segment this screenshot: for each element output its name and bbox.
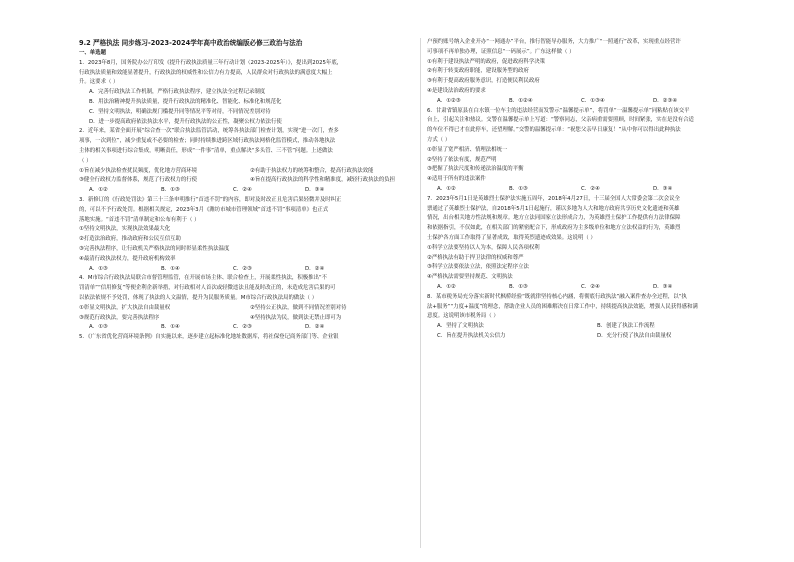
q7-choice-d: D．③④ xyxy=(653,283,673,290)
q7-stem-line: 和依据指引，不仅如此，在相关部门的紧密配合下，形成政府为主多级单位和地方立法权益的行为，英雄烈 xyxy=(427,225,681,232)
q4-stem-line: 罚清单”“信用修复”等便企利企新举措，对行政相对人首次或轻微违法且能及时改正的，未造成危害后果的可 xyxy=(79,285,336,292)
q5-statement-2: ②有利于转变政府职能，建设服务型的政府 xyxy=(427,68,529,75)
question-5 xyxy=(79,333,421,343)
q3-choice-c: C．②③ xyxy=(233,265,252,272)
q5-choices xyxy=(427,97,769,107)
q5-stem-line: 可事项不再单独办理，证照信息“一码展示”。广东这样做（ ） xyxy=(427,48,575,55)
q2-statement-2: ②有助于执法权力的统筹和整合，提高行政执法效能 xyxy=(250,167,374,174)
q8-choices-row xyxy=(427,322,769,332)
q3-statement-4: ④最清行政执法权力，提升政府机构效率 xyxy=(79,255,176,262)
q4-statement-4: ④坚持执法为民，做到法无禁止即可为 xyxy=(250,314,342,321)
q4-stem-line: 4．M市综合行政执法局联合市督管理监管，在开展市场主体、联合检查上，开展柔性执法，积极推出“不 xyxy=(79,275,328,282)
q3-stem-line: 的，可以不予行政处罚。根据相关规定，2023年3月《潍坊市城市管理领域“首违不罚”事项清单》也正式 xyxy=(79,206,329,213)
q5-stem-line: 户预约账号纳入企业开办“一网通办”平台，推行智能导办服务，大力推广“一照通行”改革，实现重点经营许 xyxy=(427,39,681,45)
q1-option-d: D．进一步提高政府依法执法水平，提升行政执法的公正性，凝聚公权力依法行使 xyxy=(89,118,282,125)
q3-choice-b: B．①④ xyxy=(161,265,180,272)
q2-choice-c: C．②④ xyxy=(233,187,252,194)
q3-statement-2: ②打造法治政府，推动政府和公民互信互助 xyxy=(79,236,181,243)
q2-statement-1: ①旨在减少执法检查扰民频度，优化地方营商环境 xyxy=(79,167,198,174)
q4-choices xyxy=(79,323,421,333)
q5-choice-d: D．②③④ xyxy=(653,97,678,104)
q3-statement-3: ③完善执法程序，让行政机关严格执法的同时彰显柔性执法温度 xyxy=(79,245,230,252)
q3-choice-d: D．②④ xyxy=(305,265,325,272)
q6-choices xyxy=(427,185,769,195)
q2-statements-row xyxy=(79,176,421,186)
q2-choice-a: A．①② xyxy=(89,187,108,194)
question-4 xyxy=(79,274,421,333)
q4-statements-row xyxy=(79,304,421,314)
q7-statement-3: ③科学立法要依法立法，依照法定程序立法 xyxy=(427,264,529,271)
q4-choice-d: D．②④ xyxy=(305,324,325,331)
q8-choice-c: C．旨在提升执法机关公信力 xyxy=(437,332,506,339)
q8-choice-a: A．坚持了文明执法 xyxy=(437,323,484,330)
q7-choice-b: B．①③ xyxy=(509,283,528,290)
q2-statements-row xyxy=(79,167,421,177)
q6-stem-line: 方式（ ） xyxy=(427,136,451,143)
q7-choices xyxy=(427,283,769,293)
q8-choices-row xyxy=(427,332,769,342)
q8-stem-line: 法+服务”“力度+温度”的理念，帮助企业人员的困难解决在日常工作中，持续提高执法效能，增强人民获得感和满 xyxy=(427,303,698,310)
q8-stem-line: 意度。这说明该市税务局（ ） xyxy=(427,313,499,320)
left-column xyxy=(79,38,421,343)
q2-statement-3: ③健全行政权力监督体系，规范了行政权力的行使 xyxy=(79,177,198,184)
q3-statement-1: ①坚持文明执法，实现执法效果最大化 xyxy=(79,226,171,233)
q4-choice-a: A．①③ xyxy=(89,324,108,331)
q3-stem-line: 落地实施。“首违不罚”清单制定和公布有利于（ ） xyxy=(79,216,200,223)
q7-stem-line: 7．2023年5月1日是英雄烈士保护法实施五周年，2018年4月27日，十三届全国人大常委会第二次会议全 xyxy=(427,195,680,202)
question-8 xyxy=(427,293,769,342)
q5-stem-line: 5．《广东省优化营商环境条例》自实施以来，逐步建立起标准化地址数据库，将社保登记商务部门等、企业银 xyxy=(79,334,339,341)
q2-stem-line: 项事，一次到位”，减少重复或不必要的检查；同时持续推进跨区域行政执法网格化监管模式，推动各地执法 xyxy=(79,138,336,145)
question-5-continued xyxy=(427,38,769,107)
q8-choice-b: B．创建了执法工作流程 xyxy=(597,323,655,330)
q1-option-a: A．完善行政执法工作机制，严格行政执法程序，建立执法全过程记录制度 xyxy=(89,89,266,96)
q4-stem-line: 以依法依规不予处罚，体现了执法的人文温情，提升为民服务质量。M市综合行政执法局的做法（ ） xyxy=(79,294,318,301)
section-heading: 一、单选题 xyxy=(79,50,106,56)
q6-stem-line: 6．甘肃省镇原县在白水镇一位车主的违法经营而发警示“温馨提示单”，将罚单“一温馨提示单”同粘贴在该交平 xyxy=(427,107,690,114)
q7-statement-4: ④严格执法需要坚持规范、文明执法 xyxy=(427,274,513,281)
q6-stem-line: 台上，引起关注和热议。交警在温馨提示单上写道：“警察同志，父亲病重需要照顾，时间紧张，实在是没有合适 xyxy=(427,117,694,124)
question-7 xyxy=(427,195,769,293)
q2-stem-line: 2．近年来，某省全面开展“综合查一次”联合执法监管活动，统筹各执法部门检查计划，实现“进一次门，查多 xyxy=(79,128,339,135)
q6-statement-1: ①彰显了宽严相济、情理法相统一 xyxy=(427,146,508,153)
q5-statement-1: ①有利于建设执法严明的政府，促进政府科学决策 xyxy=(427,58,546,65)
q4-choice-b: B．①④ xyxy=(161,324,180,331)
question-3 xyxy=(79,196,421,274)
page-title: 9.2 严格执法 同步练习-2023-2024学年高中政治统编版必修三政治与法治 xyxy=(79,39,303,47)
q3-choice-a: A．①③ xyxy=(89,265,108,272)
q5-statement-4: ④是建设法治政府的要求 xyxy=(427,87,486,94)
q6-choice-a: A．①② xyxy=(437,185,456,192)
q7-choice-c: C．②④ xyxy=(581,283,600,290)
question-6 xyxy=(427,107,769,195)
q2-choice-b: B．①③ xyxy=(161,187,180,194)
q8-choice-d: D．充分行使了执法自由裁量权 xyxy=(597,332,672,339)
q6-statement-2: ②坚持了依法有度，规范严明 xyxy=(427,156,497,163)
question-2 xyxy=(79,127,421,196)
q7-statement-2: ②严格执法有助于捍卫法律的权威和尊严 xyxy=(427,254,524,261)
q2-choice-d: D．③④ xyxy=(305,187,325,194)
q6-choice-b: B．①③ xyxy=(509,185,528,192)
q1-stem-line: 行政执法质量和效能显著提升，行政执法的权威性和公信力有力提高，人民群众对行政执法的满意度大幅上 xyxy=(79,69,333,76)
q7-stem-line: 票通过了英雄烈士保护法，自2018年5月1日起施行，谨以多地为人大和地方政府共享历史文化遗迹和英雄 xyxy=(427,205,680,212)
q2-choices xyxy=(79,186,421,196)
q7-statement-1: ①科学立法要坚持以人为本，保障人民各项权利 xyxy=(427,244,540,251)
q4-statement-3: ③规范行政执法，要完善执法程序 xyxy=(79,314,160,321)
q1-option-b: B．用法治精神提升执法质量，提升行政执法的精准化、智能化、标准化和规范化 xyxy=(89,98,282,105)
q3-stem-line: 3．新修订的《行政处罚法》第三十三条申明推行“首违不罚”的内容，即对及时改正且危害后果轻微并及时纠正 xyxy=(79,196,342,203)
q1-stem-line: 升。这要求（ ） xyxy=(79,79,119,86)
q2-stem-line: 主体的相关事项进行综合集成，明晰责任，形成“一件事”清单，重点解决“多头管、三不管”问题。上述做法 xyxy=(79,147,333,154)
q7-choice-a: A．①② xyxy=(437,283,456,290)
q6-stem-line: 的车位不得已才在此停车，还望理解。”交警的温馨提示单：“祝您父亲早日康复！”从中你可以得出此种执法 xyxy=(427,127,681,134)
q4-choice-c: C．②③ xyxy=(233,324,252,331)
question-1 xyxy=(79,59,421,128)
q2-statement-4: ④旨在提高行政执法的科学性和精准度，减轻行政执法的负担 xyxy=(250,177,395,184)
right-column xyxy=(427,38,769,342)
q6-choice-c: C．②④ xyxy=(581,185,600,192)
q5-choice-b: B．①②④ xyxy=(509,97,533,104)
q4-statement-1: ①彰显文明执法，扩大执法自由裁量权 xyxy=(79,304,171,311)
q6-statement-3: ③把握了执法尺度和传递法治温度的平衡 xyxy=(427,166,524,173)
q5-choice-a: A．①②③ xyxy=(437,97,461,104)
q4-statement-2: ②坚持公正执法，做到不同情况差别对待 xyxy=(250,304,347,311)
q7-stem-line: 士保护各方面工作取得了显著成效，取得英烈遗迹成效果。这说明（ ） xyxy=(427,234,596,241)
q6-statement-4: ④适用于所有的违法案件 xyxy=(427,176,486,183)
q7-stem-line: 情况，出台相关地方性法规和规章。地方立法同国家立法形成合力，为英雄烈士保护工作提供有力法律保障 xyxy=(427,215,681,222)
q8-stem-line: 8．某市税务局充分落实新时代枫桥经验“既就律坚持核心内涵，将彻底行政执法”融入案件查办全过程，以“执 xyxy=(427,293,687,300)
q4-statements-row xyxy=(79,314,421,324)
q1-option-c: C．坚持文明执法，明确法规门槛提升同等情况平等对待，不同情况差别对待 xyxy=(89,108,271,115)
q1-stem-line: 1．2023年8月，国务院办公厅印发《提升行政执法质量三年行动计划（2023-2025年）》，提出到2025年底， xyxy=(79,59,343,66)
q5-choice-c: C．①③④ xyxy=(581,97,605,104)
q3-choices xyxy=(79,265,421,275)
q2-stem-line: （ ） xyxy=(79,157,92,164)
q5-statement-3: ③有利于提高政府服务意识，打造便民利民政府 xyxy=(427,78,540,85)
q6-choice-d: D．③④ xyxy=(653,185,673,192)
